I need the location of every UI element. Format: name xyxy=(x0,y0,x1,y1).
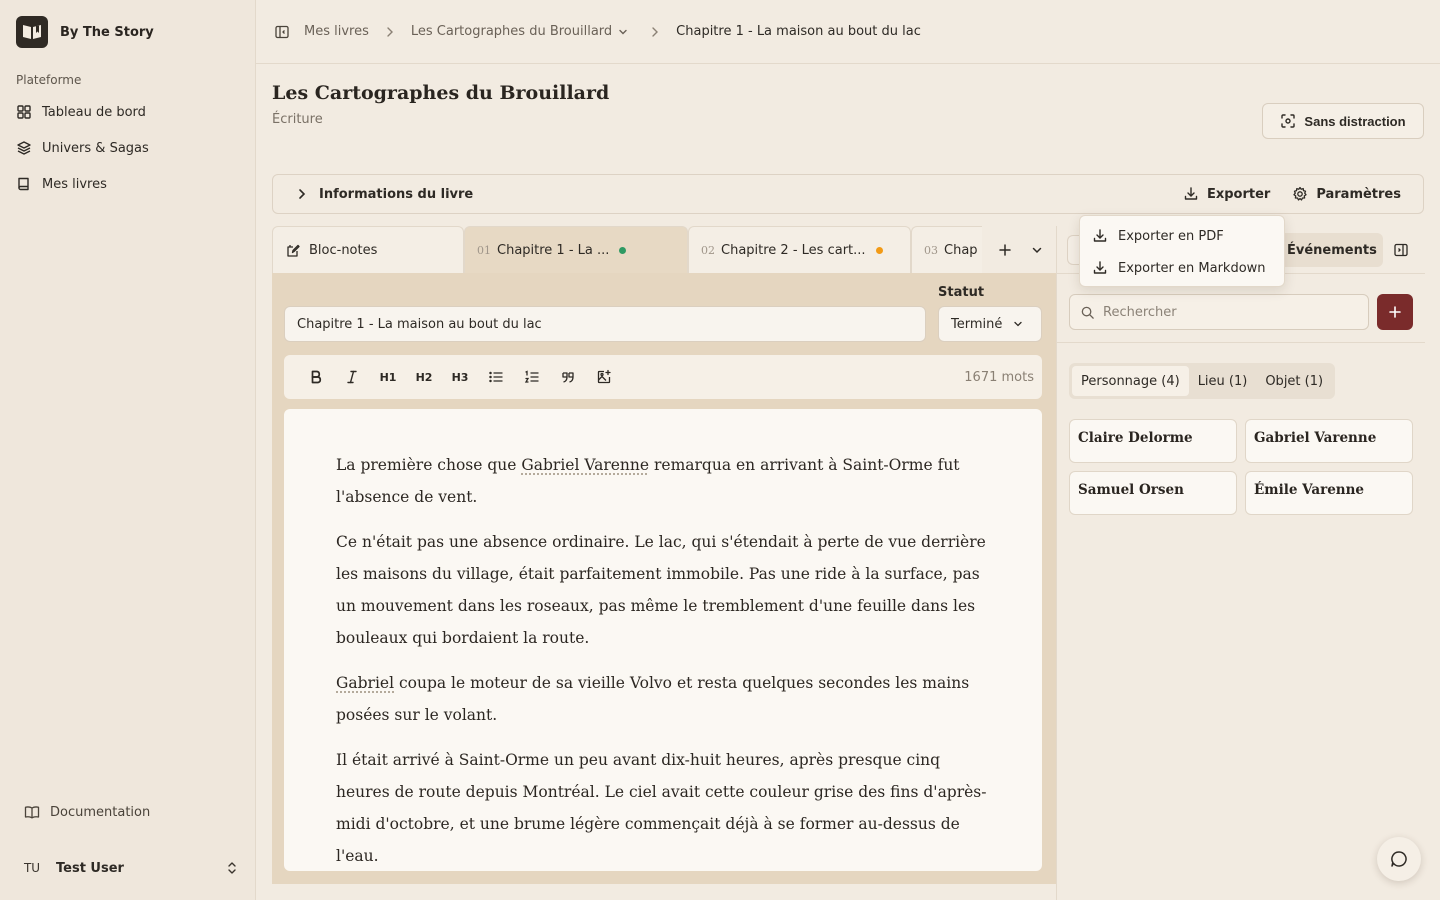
italic-icon xyxy=(344,369,360,385)
tab-chapter-1[interactable] xyxy=(464,226,688,274)
chevron-down-icon xyxy=(616,25,630,39)
bullet-list-button[interactable] xyxy=(478,362,514,392)
character-card[interactable]: Émile Varenne xyxy=(1245,471,1413,515)
quote-button[interactable] xyxy=(550,362,586,392)
tab-number: 02 xyxy=(701,244,715,257)
character-card[interactable]: Samuel Orsen xyxy=(1069,471,1237,515)
paragraph xyxy=(336,667,990,731)
tab-label: Chap xyxy=(944,243,978,258)
notepad-icon xyxy=(285,243,301,259)
status-value: Terminé xyxy=(951,316,1003,332)
chat-button[interactable] xyxy=(1377,837,1421,881)
gear-icon xyxy=(1292,186,1308,202)
menu-item-label: Exporter en Markdown xyxy=(1118,260,1266,276)
character-card[interactable]: Claire Delorme xyxy=(1069,419,1237,463)
distraction-free-button[interactable] xyxy=(1262,103,1424,139)
tab-number: 03 xyxy=(924,244,938,257)
insert-image-button[interactable] xyxy=(586,362,622,392)
tab-objects[interactable]: Objet (1) xyxy=(1265,373,1324,389)
tab-notes[interactable] xyxy=(272,226,464,274)
chapter-tabs xyxy=(272,226,1056,274)
chevrons-up-down-icon xyxy=(224,860,240,876)
status-label: Statut xyxy=(938,285,985,300)
paragraph: Ce n'était pas une absence ordinaire. Le lac, qui s'étendait à perte de vue derrière les maisons du village, était parfaitement immobile. Pas une ride à la surface, pas un mouvement dans les roseaux, pas même le tremblement d'une feuille dans les bouleaux qui bordaient la route. xyxy=(336,533,986,647)
open-book-logo-icon xyxy=(16,16,48,48)
user-name: Test User xyxy=(56,860,124,876)
export-markdown-item[interactable] xyxy=(1084,252,1280,284)
sidebar-section-label: Plateforme xyxy=(16,73,82,87)
text: coupa le moteur de sa vieille Volvo et resta quelques secondes les mains posées sur le volant. xyxy=(336,674,970,724)
plus-icon xyxy=(1388,305,1402,319)
heading-3-button[interactable]: H3 xyxy=(451,370,469,384)
add-entity-button[interactable] xyxy=(1377,294,1413,330)
open-book-icon xyxy=(24,804,40,820)
tab-places[interactable]: Lieu (1) xyxy=(1197,373,1248,389)
tab-label: Chapitre 1 - La ... xyxy=(497,243,610,258)
quote-icon xyxy=(560,369,576,385)
character-mention[interactable]: Gabriel Varenne xyxy=(521,456,650,474)
formatting-toolbar xyxy=(284,355,1042,399)
bold-button[interactable] xyxy=(298,362,334,392)
paragraph xyxy=(336,449,990,513)
text: La première chose que xyxy=(336,456,522,474)
search-icon xyxy=(1080,305,1095,320)
character-card[interactable]: Gabriel Varenne xyxy=(1245,419,1413,463)
character-list xyxy=(1069,419,1413,515)
editor-panel xyxy=(272,273,1056,884)
sidebar xyxy=(0,0,256,900)
divider xyxy=(1057,342,1425,343)
export-button[interactable] xyxy=(1183,186,1270,202)
heading-1-button[interactable]: H1 xyxy=(379,370,397,384)
breadcrumb xyxy=(256,0,1440,64)
text: remarqua en arrivant à Saint-Orme fut l'absence de vent. xyxy=(336,456,960,506)
category-tabs xyxy=(1069,363,1335,399)
bold-icon xyxy=(308,369,324,385)
breadcrumb-item-books[interactable]: Mes livres xyxy=(304,24,369,39)
brand-name: By The Story xyxy=(60,24,154,40)
page-title: Les Cartographes du Brouillard xyxy=(272,82,610,104)
chat-bubble-icon xyxy=(1389,849,1409,869)
breadcrumb-book-label: Les Cartographes du Brouillard xyxy=(410,24,613,39)
menu-item-label: Exporter en PDF xyxy=(1118,228,1224,244)
tab-events[interactable]: Événements xyxy=(1275,233,1383,267)
panel-collapse-icon[interactable] xyxy=(1393,242,1409,258)
settings-label: Paramètres xyxy=(1316,186,1401,202)
character-mention[interactable]: Gabriel xyxy=(336,674,395,692)
sidebar-nav xyxy=(8,94,248,202)
export-menu xyxy=(1079,215,1285,287)
italic-button[interactable] xyxy=(334,362,370,392)
chevron-right-icon[interactable] xyxy=(295,187,309,201)
status-dot xyxy=(876,247,883,254)
sidebar-item-dashboard[interactable] xyxy=(8,94,248,130)
download-icon xyxy=(1092,228,1108,244)
book-info-toggle[interactable]: Informations du livre xyxy=(319,186,474,202)
tab-label: Chapitre 2 - Les cart... xyxy=(721,243,866,258)
book-icon xyxy=(16,176,32,192)
tab-label: Bloc-notes xyxy=(309,243,378,258)
sidebar-item-label: Tableau de bord xyxy=(42,104,146,120)
status-select[interactable] xyxy=(938,306,1042,342)
layers-icon xyxy=(16,140,32,156)
documentation-label: Documentation xyxy=(50,804,151,820)
tab-number: 01 xyxy=(477,244,491,257)
grid-icon xyxy=(16,104,32,120)
panel-tabs xyxy=(1067,233,1079,267)
brand[interactable] xyxy=(16,16,154,48)
search-placeholder: Rechercher xyxy=(1103,304,1177,320)
paragraph: Il était arrivé à Saint-Orme un peu avant dix-huit heures, après presque cinq heures de route depuis Montréal. Le ciel avait cette couleur grise des fins d'après-midi d'octobre, et une brume légère commençait déjà à se former au-dessus de l'eau. xyxy=(336,751,987,865)
download-icon xyxy=(1092,260,1108,276)
export-label: Exporter xyxy=(1206,186,1271,202)
download-icon xyxy=(1183,186,1199,202)
sidebar-item-universes[interactable] xyxy=(8,130,248,166)
documentation-link[interactable] xyxy=(16,794,240,830)
settings-button[interactable] xyxy=(1292,186,1401,202)
image-plus-icon xyxy=(596,369,612,385)
heading-2-button[interactable]: H2 xyxy=(415,370,433,384)
manuscript-editor[interactable] xyxy=(284,409,1042,871)
book-info-bar xyxy=(272,174,1424,214)
chevron-right-icon xyxy=(648,25,662,39)
tab-characters[interactable]: Personnage (4) xyxy=(1072,366,1189,396)
sidebar-toggle-icon[interactable] xyxy=(274,24,290,40)
avatar: TU xyxy=(23,861,41,875)
status-dot xyxy=(619,247,626,254)
bullet-list-icon xyxy=(488,369,504,385)
sidebar-item-label: Univers & Sagas xyxy=(42,140,149,156)
sidebar-item-books[interactable] xyxy=(8,166,248,202)
focus-icon xyxy=(1280,113,1296,129)
entity-panel xyxy=(1056,226,1440,900)
sidebar-item-label: Mes livres xyxy=(42,176,107,192)
chevron-down-icon[interactable] xyxy=(1030,243,1044,257)
export-pdf-item[interactable] xyxy=(1084,220,1280,252)
tab-chapter-3[interactable] xyxy=(911,226,982,274)
chevron-right-icon xyxy=(383,25,397,39)
panel-tab-hidden[interactable] xyxy=(1067,235,1079,265)
tab-chapter-2[interactable] xyxy=(688,226,911,274)
entity-search-input[interactable] xyxy=(1069,294,1369,330)
numbered-list-button[interactable] xyxy=(514,362,550,392)
page-subtitle: Écriture xyxy=(272,112,323,127)
distraction-free-label: Sans distraction xyxy=(1304,113,1406,129)
plus-icon[interactable] xyxy=(998,243,1012,257)
tab-tools xyxy=(982,226,1044,274)
chapter-title-input[interactable]: Chapitre 1 - La maison au bout du lac xyxy=(284,306,926,342)
user-menu[interactable] xyxy=(16,848,248,888)
word-count: 1671 mots xyxy=(964,369,1034,385)
breadcrumb-item-current: Chapitre 1 - La maison au bout du lac xyxy=(676,24,921,39)
chevron-down-icon xyxy=(1012,318,1024,330)
numbered-list-icon xyxy=(524,369,540,385)
breadcrumb-item-book[interactable] xyxy=(411,24,630,39)
